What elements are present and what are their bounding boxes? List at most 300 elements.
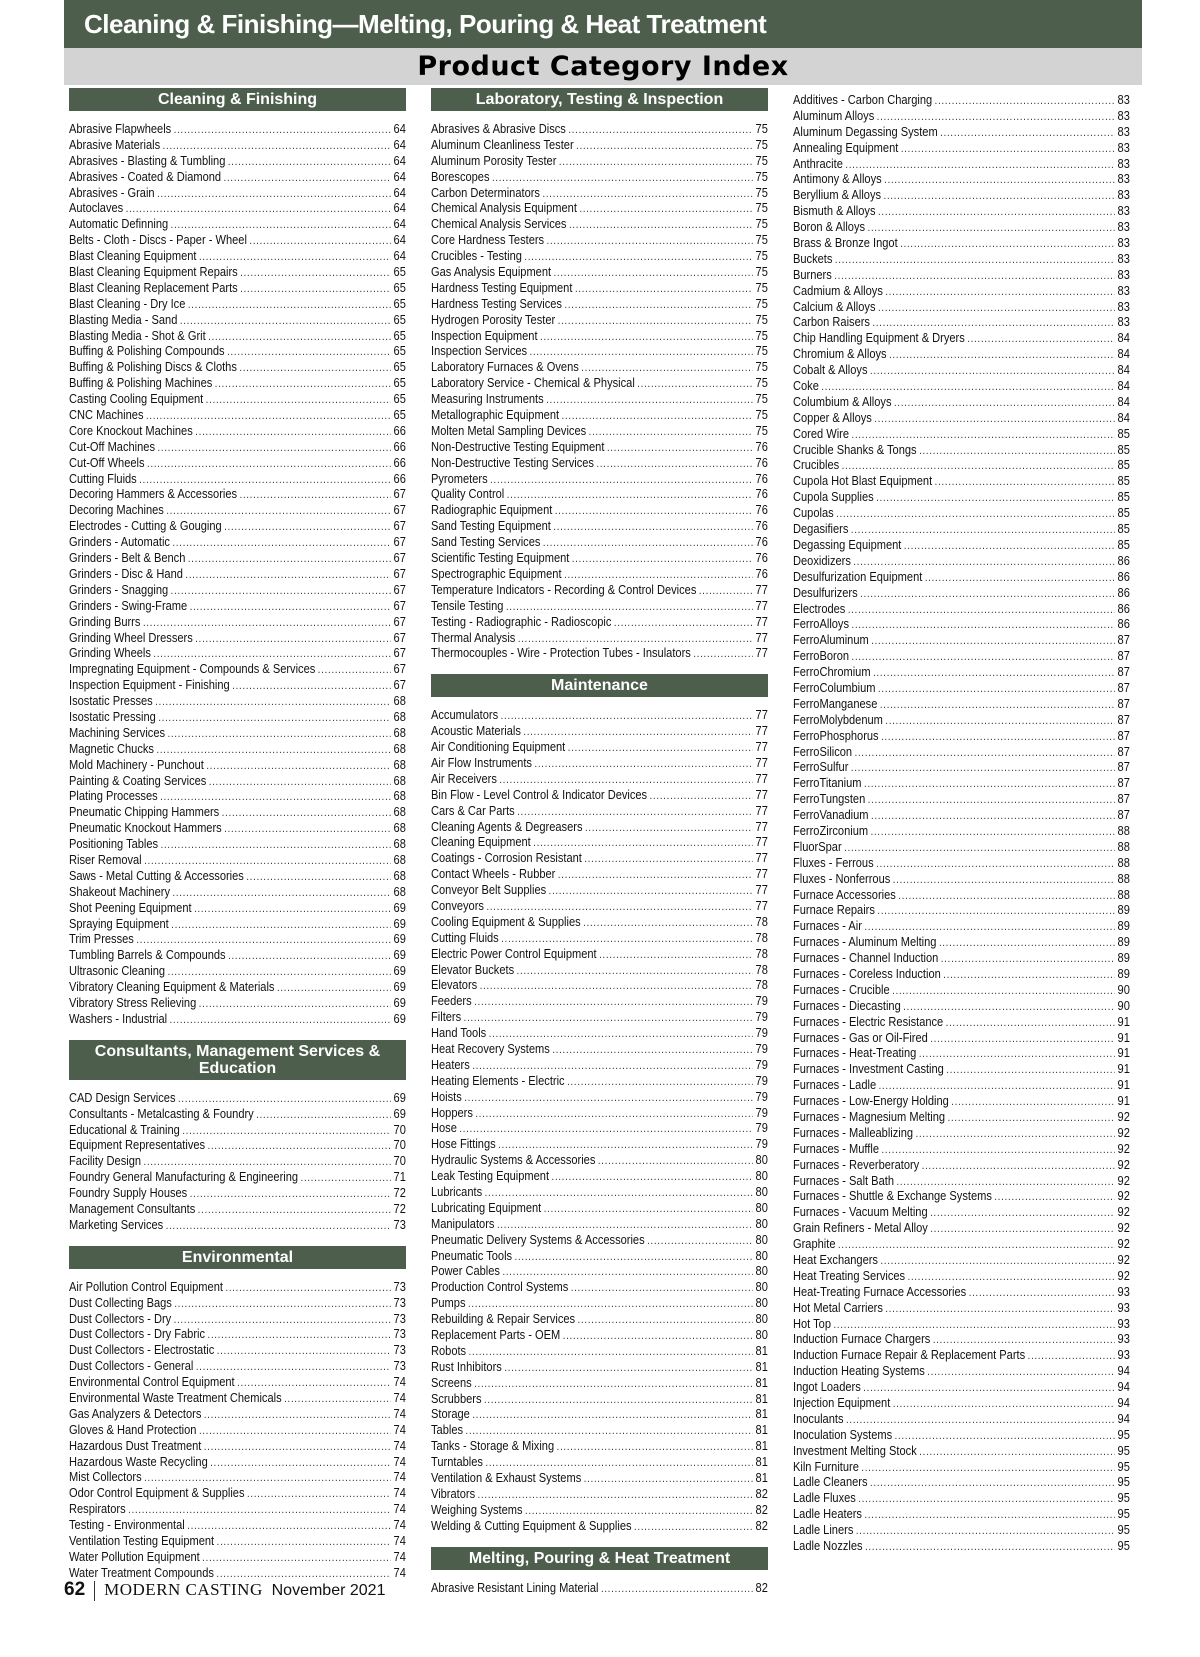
dot-leader [884, 173, 1115, 187]
dot-leader [188, 298, 391, 312]
index-entry [793, 998, 1130, 1014]
entry-page-number: 93 [1117, 1283, 1130, 1299]
entry-label: Measuring Instruments [431, 391, 544, 407]
index-entry [431, 1438, 768, 1454]
entry-page-number: 76 [755, 486, 768, 502]
index-entry [69, 820, 406, 836]
index-entry [793, 664, 1130, 680]
entry-label: Furnaces - Reverberatory [793, 1156, 920, 1172]
entry-label: Air Flow Instruments [431, 754, 532, 770]
entry-page-number: 77 [755, 597, 768, 613]
entry-label: Air Receivers [431, 770, 497, 786]
entry-page-number: 75 [755, 343, 768, 359]
entry-label: Kiln Furniture [793, 1458, 859, 1474]
dot-leader [553, 520, 753, 534]
entry-page-number: 88 [1117, 822, 1130, 838]
entry-page-number: 89 [1117, 902, 1130, 918]
entry-page-number: 83 [1117, 139, 1130, 155]
entry-page-number: 95 [1117, 1538, 1130, 1554]
dot-leader [941, 952, 1115, 966]
entry-page-number: 75 [755, 359, 768, 375]
index-entry [69, 598, 406, 614]
entry-label: Environmental Control Equipment [69, 1374, 235, 1390]
entry-label: Decoring Machines [69, 502, 164, 518]
entry-page-number: 64 [393, 248, 406, 264]
dot-leader [174, 1313, 391, 1327]
entry-page-number: 94 [1117, 1395, 1130, 1411]
entry-label: Dust Collectors - Electrostatic [69, 1342, 215, 1358]
index-entry [431, 1057, 768, 1073]
index-entry [431, 550, 768, 566]
entry-page-number: 85 [1117, 505, 1130, 521]
entry-label: Spraying Equipment [69, 915, 169, 931]
index-entry [793, 569, 1130, 585]
entry-page-number: 84 [1117, 393, 1130, 409]
entry-page-number: 74 [393, 1533, 406, 1549]
dot-leader [558, 314, 753, 328]
entry-label: Chemical Analysis Services [431, 216, 567, 232]
dot-leader [562, 409, 753, 423]
dot-leader [143, 616, 391, 630]
entry-label: Electrodes [793, 600, 846, 616]
entry-page-number: 69 [393, 994, 406, 1010]
index-entry [431, 1041, 768, 1057]
entry-page-number: 78 [755, 945, 768, 961]
entry-page-number: 95 [1117, 1490, 1130, 1506]
entry-page-number: 67 [393, 518, 406, 534]
dot-leader [571, 1281, 753, 1295]
issue-date: November 2021 [271, 1582, 386, 1599]
index-entry [69, 1185, 406, 1201]
index-entry [69, 1122, 406, 1138]
index-entry [69, 1374, 406, 1390]
entry-label: Grinders - Swing-Frame [69, 597, 188, 613]
entry-label: Testing - Radiographic - Radioscopic [431, 613, 612, 629]
index-entry [431, 1502, 768, 1518]
dot-leader [546, 393, 753, 407]
entry-page-number: 68 [393, 820, 406, 836]
index-entry [431, 866, 768, 882]
entry-label: Furnaces - Crucible [793, 981, 890, 997]
dot-leader [930, 1222, 1115, 1236]
dot-leader [878, 301, 1115, 315]
dot-leader [637, 377, 753, 391]
entry-label: Grain Refiners - Metal Alloy [793, 1220, 928, 1236]
dot-leader [872, 316, 1115, 330]
dot-leader [933, 1333, 1115, 1347]
entry-page-number: 92 [1117, 1220, 1130, 1236]
dot-leader [466, 1424, 753, 1438]
entry-page-number: 87 [1117, 711, 1130, 727]
dot-leader [222, 806, 391, 820]
entry-label: FerroAlloys [793, 616, 850, 632]
dot-leader [144, 854, 391, 868]
entry-label: Aluminum Degassing System [793, 123, 938, 139]
entry-page-number: 65 [393, 343, 406, 359]
entry-page-number: 69 [393, 1105, 406, 1121]
index-entry [793, 744, 1130, 760]
entry-page-number: 74 [393, 1453, 406, 1469]
dot-leader [318, 663, 391, 677]
entry-page-number: 93 [1117, 1347, 1130, 1363]
entry-label: Bin Flow - Level Control & Indicator Devices [431, 786, 648, 802]
entry-label: Abrasives - Coated & Diamond [69, 168, 222, 184]
index-entry [793, 934, 1130, 950]
entry-label: Ladle Liners [793, 1522, 854, 1538]
entry-page-number: 85 [1117, 521, 1130, 537]
index-entry [793, 1109, 1130, 1125]
entry-page-number: 85 [1117, 536, 1130, 552]
entry-label: Desulfurization Equipment [793, 568, 923, 584]
index-entry [69, 1106, 406, 1122]
entry-label: FerroChromium [793, 664, 871, 680]
entry-label: Water Pollution Equipment [69, 1548, 200, 1564]
entry-page-number: 77 [755, 850, 768, 866]
index-entry [793, 219, 1130, 235]
index-entry [69, 232, 406, 248]
index-entry [793, 728, 1130, 744]
index-entry [431, 898, 768, 914]
dot-leader [277, 981, 391, 995]
entry-label: Vibrators [431, 1485, 476, 1501]
index-entry [793, 330, 1130, 346]
entry-label: Grinding Wheels [69, 645, 151, 661]
entry-page-number: 79 [755, 1009, 768, 1025]
dot-leader [547, 234, 753, 248]
entry-label: Dust Collecting Bags [69, 1294, 172, 1310]
entry-label: Graphite [793, 1236, 836, 1252]
dot-leader [139, 473, 391, 487]
entry-label: Furnaces - Salt Bath [793, 1172, 894, 1188]
dot-leader [568, 123, 753, 137]
entry-label: Hot Metal Carriers [793, 1299, 883, 1315]
dot-leader [153, 647, 391, 661]
dot-leader [925, 571, 1115, 585]
index-entry [69, 153, 406, 169]
entry-label: Crucibles [793, 457, 840, 473]
entry-page-number: 95 [1117, 1458, 1130, 1474]
index-entry [431, 518, 768, 534]
dot-leader [930, 1206, 1115, 1220]
entry-label: Inspection Equipment - Finishing [69, 677, 230, 693]
entry-label: Ladle Heaters [793, 1506, 862, 1522]
entry-page-number: 76 [755, 534, 768, 550]
entry-page-number: 68 [393, 867, 406, 883]
index-entry [69, 677, 406, 693]
entry-label: Furnaces - Ladle [793, 1077, 877, 1093]
entry-label: Trim Presses [69, 931, 134, 947]
entry-label: Respirators [69, 1501, 126, 1517]
entry-page-number: 69 [393, 1010, 406, 1026]
dot-leader [581, 361, 753, 375]
index-entry [793, 1204, 1130, 1220]
index-entry [431, 486, 768, 502]
index-entry [793, 299, 1130, 315]
entry-label: Accumulators [431, 707, 499, 723]
entry-page-number: 71 [393, 1169, 406, 1185]
entry-label: Copper & Alloys [793, 409, 872, 425]
entry-page-number: 86 [1117, 552, 1130, 568]
entry-page-number: 86 [1117, 600, 1130, 616]
entry-label: Ingot Loaders [793, 1379, 861, 1395]
index-entry [431, 248, 768, 264]
index-entry [793, 267, 1130, 283]
entry-label: Core Knockout Machines [69, 422, 193, 438]
dot-leader [196, 1360, 391, 1374]
dot-leader [227, 345, 391, 359]
index-entry [69, 1011, 406, 1027]
dot-leader [190, 1187, 391, 1201]
entry-page-number: 92 [1117, 1188, 1130, 1204]
index-entry [431, 1359, 768, 1375]
index-entry [793, 140, 1130, 156]
index-entry [793, 1411, 1130, 1427]
dot-leader [174, 1297, 391, 1311]
dot-leader [464, 1011, 753, 1025]
index-entry [431, 993, 768, 1009]
dot-leader [870, 364, 1115, 378]
entry-page-number: 74 [393, 1469, 406, 1485]
index-entry [69, 725, 406, 741]
index-entry [431, 121, 768, 137]
dot-leader [228, 155, 391, 169]
entry-page-number: 87 [1117, 727, 1130, 743]
entry-list [431, 707, 768, 1533]
entry-page-number: 75 [755, 121, 768, 136]
entry-page-number: 77 [755, 866, 768, 882]
dot-leader [569, 218, 753, 232]
entry-label: Blasting Media - Shot & Grit [69, 327, 206, 343]
entry-page-number: 82 [755, 1501, 768, 1517]
entry-page-number: 85 [1117, 441, 1130, 457]
entry-page-number: 94 [1117, 1363, 1130, 1379]
index-entry [793, 839, 1130, 855]
entry-page-number: 92 [1117, 1172, 1130, 1188]
entry-page-number: 87 [1117, 632, 1130, 648]
entry-label: Furnaces - Malleablizing [793, 1124, 914, 1140]
entry-label: Cars & Car Parts [431, 802, 515, 818]
index-entry [431, 1152, 768, 1168]
entry-page-number: 90 [1117, 997, 1130, 1013]
dot-leader [504, 1361, 753, 1375]
index-entry [431, 264, 768, 280]
index-entry [793, 632, 1130, 648]
dot-leader [501, 709, 753, 723]
section-heading: Environmental [69, 1246, 406, 1269]
index-entry [69, 1342, 406, 1358]
dot-leader [871, 825, 1115, 839]
index-entry [69, 709, 406, 725]
dot-leader [904, 539, 1115, 553]
dot-leader [871, 634, 1115, 648]
dot-leader [578, 1313, 753, 1327]
dot-leader [650, 789, 753, 803]
dot-leader [524, 250, 753, 264]
entry-label: Cadmium & Alloys [793, 282, 883, 298]
dot-leader [852, 650, 1115, 664]
entry-label: Degasifiers [793, 521, 849, 537]
index-entry [431, 423, 768, 439]
index-entry [431, 471, 768, 487]
dot-leader [871, 809, 1115, 823]
index-entry [793, 1236, 1130, 1252]
entry-page-number: 80 [755, 1279, 768, 1295]
entry-label: Electric Power Control Equipment [431, 945, 597, 961]
entry-label: Additives - Carbon Charging [793, 92, 933, 107]
entry-page-number: 75 [755, 311, 768, 327]
dot-leader [237, 1376, 391, 1390]
footer-divider [94, 1581, 95, 1601]
entry-label: Heat Treating Services [793, 1267, 906, 1283]
entry-page-number: 83 [1117, 171, 1130, 187]
dot-leader [484, 1393, 753, 1407]
entry-label: Furnaces - Gas or Oil-Fired [793, 1029, 928, 1045]
dot-leader [864, 920, 1115, 934]
entry-page-number: 75 [755, 184, 768, 200]
entry-page-number: 77 [755, 818, 768, 834]
entry-label: Gas Analysis Equipment [431, 264, 552, 280]
dot-leader [172, 536, 391, 550]
entry-label: Abrasive Materials [69, 136, 161, 152]
entry-page-number: 91 [1117, 1013, 1130, 1029]
entry-label: Grinders - Snagging [69, 581, 169, 597]
index-entry [793, 362, 1130, 378]
entry-page-number: 68 [393, 883, 406, 899]
dot-leader [472, 1059, 753, 1073]
entry-label: Cut-Off Machines [69, 438, 155, 454]
index-entry [431, 582, 768, 598]
publication-name: MODERN CASTING [104, 1580, 263, 1599]
index-entry [431, 962, 768, 978]
index-entry [431, 185, 768, 201]
dot-leader [480, 979, 753, 993]
dot-leader [647, 1234, 753, 1248]
entry-label: Consultants - Metalcasting & Foundry [69, 1105, 254, 1121]
entry-page-number: 80 [755, 1231, 768, 1247]
entry-label: Crucible Shanks & Tongs [793, 441, 917, 457]
index-entry [793, 759, 1130, 775]
dot-leader [523, 725, 753, 739]
index-entry [431, 598, 768, 614]
entry-label: Facility Design [69, 1153, 142, 1169]
index-entry [431, 1200, 768, 1216]
index-column-3 [793, 88, 1130, 1554]
entry-label: Gloves & Hand Protection [69, 1421, 197, 1437]
dot-leader [485, 1186, 753, 1200]
entry-label: Automatic Definning [69, 216, 169, 232]
dot-leader [853, 555, 1115, 569]
index-entry [793, 1538, 1130, 1554]
entry-page-number: 67 [393, 565, 406, 581]
dot-leader [530, 345, 753, 359]
entry-label: Positioning Tables [69, 836, 159, 852]
index-entry [431, 1263, 768, 1279]
entry-label: Elevators [431, 977, 478, 993]
entry-label: Manipulators [431, 1215, 495, 1231]
entry-label: Foundry General Manufacturing & Engineering [69, 1169, 299, 1185]
entry-label: Aluminum Porosity Tester [431, 152, 557, 168]
entry-label: Lubricants [431, 1184, 483, 1199]
entry-page-number: 76 [755, 438, 768, 454]
dot-leader [568, 741, 753, 755]
entry-label: Inspection Services [431, 343, 528, 359]
entry-label: Belts - Cloth - Discs - Paper - Wheel [69, 232, 247, 248]
dot-leader [948, 1111, 1115, 1125]
dot-leader [126, 202, 391, 216]
entry-page-number: 73 [393, 1326, 406, 1342]
index-entry [431, 1375, 768, 1391]
entry-page-number: 77 [755, 802, 768, 818]
dot-leader [492, 171, 753, 185]
entry-page-number: 87 [1117, 679, 1130, 695]
index-entry [793, 108, 1130, 124]
dot-leader [217, 1535, 391, 1549]
index-entry [793, 457, 1130, 473]
index-entry [431, 755, 768, 771]
entry-label: Air Pollution Control Equipment [69, 1278, 223, 1294]
entry-page-number: 65 [393, 279, 406, 295]
entry-label: Non-Destructive Testing Services [431, 454, 594, 470]
entry-page-number: 87 [1117, 807, 1130, 823]
entry-label: FerroSulfur [793, 759, 849, 775]
entry-label: Rust Inhibitors [431, 1358, 502, 1374]
entry-label: Furnaces - Aluminum Melting [793, 934, 937, 950]
entry-page-number: 67 [393, 486, 406, 502]
entry-label: Hydrogen Porosity Tester [431, 311, 556, 327]
entry-label: Aluminum Alloys [793, 107, 875, 123]
index-entry [69, 328, 406, 344]
dot-leader [951, 1095, 1115, 1109]
entry-list [69, 1090, 406, 1233]
dot-leader [693, 647, 753, 661]
index-entry [69, 1517, 406, 1533]
dot-leader [542, 187, 753, 201]
entry-label: Fluxes - Ferrous [793, 854, 874, 870]
index-entry [793, 1077, 1130, 1093]
dot-leader [860, 587, 1115, 601]
entry-page-number: 81 [755, 1342, 768, 1358]
entry-page-number: 75 [755, 327, 768, 343]
index-entry [69, 979, 406, 995]
dot-leader [190, 600, 391, 614]
entry-label: Hardness Testing Services [431, 295, 562, 311]
entry-page-number: 89 [1117, 934, 1130, 950]
dot-leader [518, 632, 753, 646]
dot-leader [838, 1238, 1115, 1252]
index-entry [793, 887, 1130, 903]
entry-page-number: 88 [1117, 838, 1130, 854]
dot-leader [217, 1344, 391, 1358]
entry-label: Conveyors [431, 897, 484, 913]
entry-label: Leak Testing Equipment [431, 1168, 550, 1184]
index-entry [431, 1232, 768, 1248]
dot-leader [501, 932, 753, 946]
entry-page-number: 64 [393, 136, 406, 152]
dot-leader [157, 187, 391, 201]
dot-leader [225, 1281, 391, 1295]
entry-page-number: 79 [755, 1136, 768, 1152]
index-entry [431, 534, 768, 550]
index-section [69, 1246, 406, 1581]
entry-page-number: 79 [755, 1120, 768, 1136]
index-entry [69, 1454, 406, 1470]
entry-page-number: 67 [393, 581, 406, 597]
entry-label: Injection Equipment [793, 1395, 891, 1411]
entry-label: Induction Heating Systems [793, 1363, 925, 1379]
index-entry [431, 216, 768, 232]
index-entry [793, 1220, 1130, 1236]
index-entry [431, 200, 768, 216]
